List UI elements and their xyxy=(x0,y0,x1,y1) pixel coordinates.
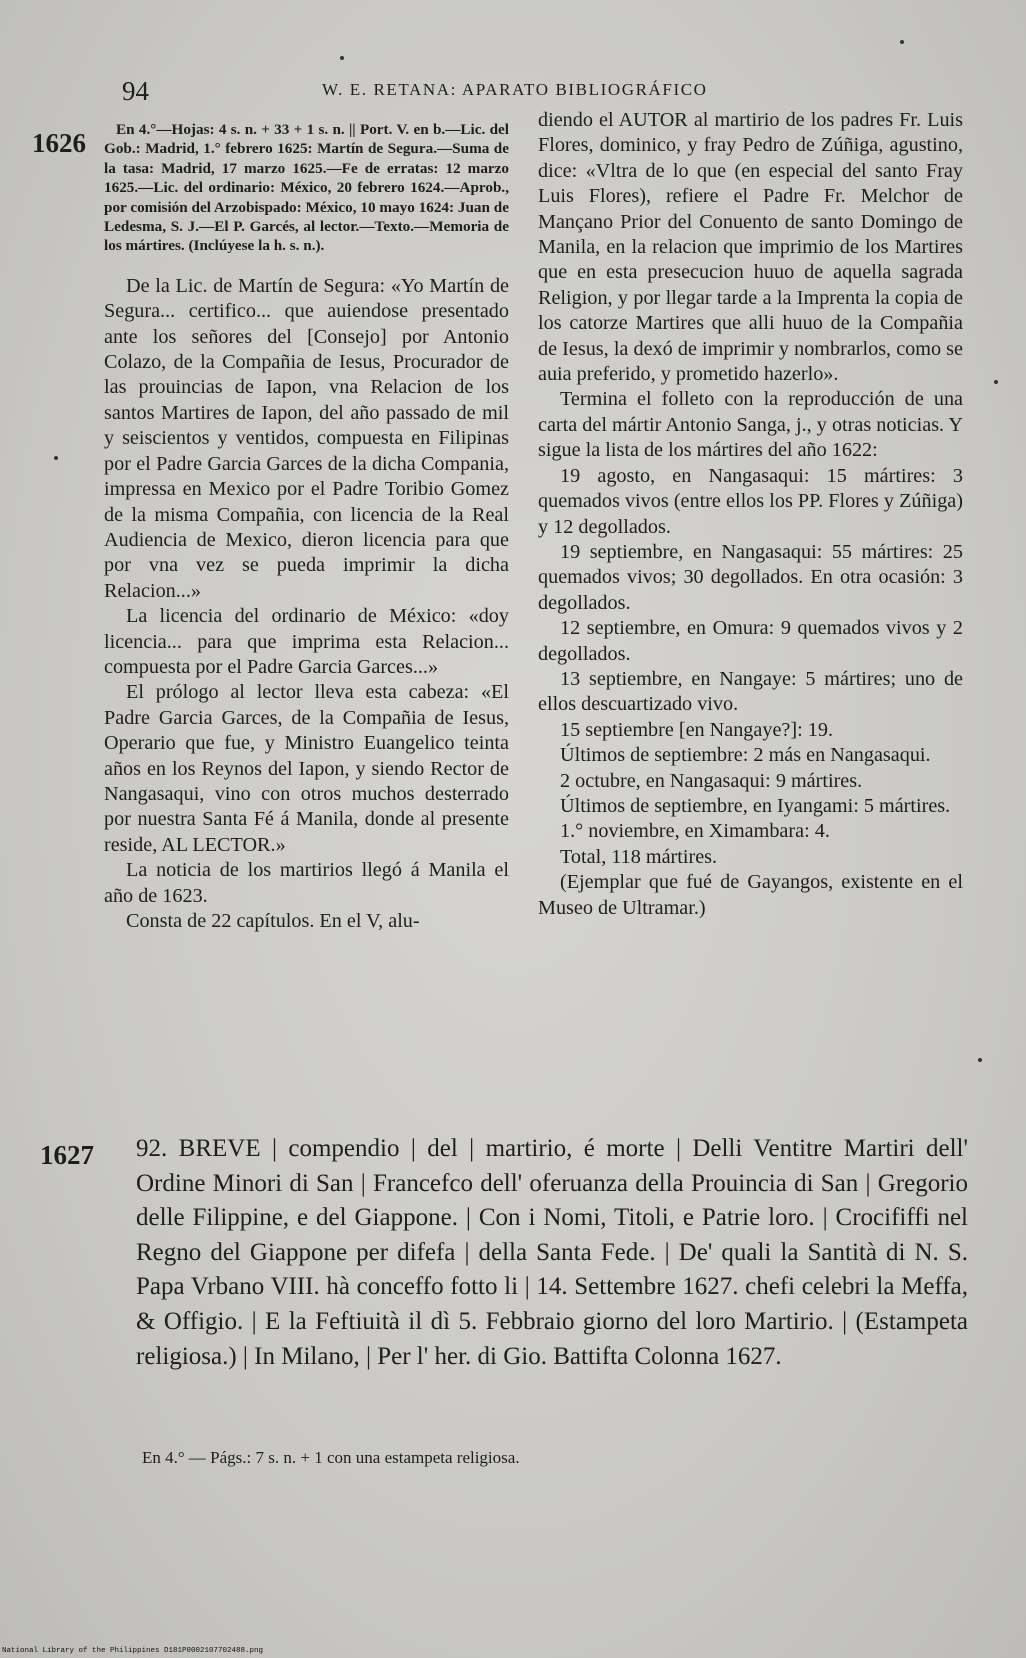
left-column xyxy=(104,120,509,934)
page-header xyxy=(0,70,1026,110)
martyr-list-item: Últimos de septiembre: 2 más en Nangasaqui. xyxy=(560,744,931,767)
print-speck xyxy=(340,56,344,60)
paragraph-prologue: El prólogo al lector lleva esta cabeza: «El Padre Garcia Garces, de la Compañia de Iesus, Operario que fue, y Ministro Euangelico teinta años en los Reynos del Iapon, y siendo Rector de Nangasaqui, vino con otros muchos desterrado por nuestra Santa Fé á Manila, donde al presente reside, AL LECTOR.» xyxy=(104,681,509,856)
running-head: W. E. RETANA: APARATO BIBLIOGRÁFICO xyxy=(322,80,708,99)
paragraph-chapters: Consta de 22 capítulos. En el V, alu- xyxy=(126,910,420,932)
margin-year-1627: 1627 xyxy=(40,1140,94,1170)
entry-collation-note: En 4.° — Págs.: 7 s. n. + 1 con una estampeta religiosa. xyxy=(142,1448,520,1467)
martyr-total: Total, 118 mártires. xyxy=(560,845,718,868)
scan-footer-label: National Library of the Philippines D181P0002107702488.png xyxy=(2,1647,264,1655)
print-speck xyxy=(994,380,998,384)
martyr-list-item: 15 septiembre [en Nangaye?]: 19. xyxy=(560,718,833,741)
print-speck xyxy=(900,40,904,44)
martyr-list-item: Últimos de septiembre, en Iyangami: 5 mártires. xyxy=(560,794,951,817)
print-speck xyxy=(978,1058,982,1062)
martyr-list-item: 13 septiembre, en Nangaye: 5 mártires; uno de ellos descuartizado vivo. xyxy=(538,667,963,716)
bibliographic-entry-92: 92. BREVE | compendio | del | martirio, é morte | Delli Ventitre Martiri dell' Ordine Minori di San | Francefco dell' oferuanza della Prouincia di San | Gregorio delle Filippine, e del Giappone. | Con i Nomi, Titoli, e Patrie loro. | Crocififfi nel Regno del Giappone per difefa | della Santa Fede. | De' quali la Santità di N. S. Papa Vrbano VIII. hà conceffo fotto li | 14. Settembre 1627. chefi celebri la Meffa, & Offigio. | E la Feftiuità il dì 5. Febbraio giorno del loro Martirio. | (Estampeta religiosa.) | In Milano, | Per l' her. di Gio. Battifta Colonna 1627. xyxy=(136,1135,968,1370)
martyr-list-item: 12 septiembre, en Omura: 9 quemados vivos y 2 degollados. xyxy=(538,617,963,665)
collation-note: En 4.°—Hojas: 4 s. n. + 33 + 1 s. n. || Port. V. en b.—Lic. del Gob.: Madrid, 1.° febrero 1625: Martín de Segura.—Suma de la tasa: Madrid, 17 marzo 1625.—Fe de erratas: 12 marzo 1625.—Lic. del ordinario: México, 20 febrero 1624.—Aprob., por comisión del Arzobispado: México, 10 mayo 1624: Juan de Ledesma, S. J.—El P. Garcés, al lector.—Texto.—Memoria de los mártires. (Inclúyese la h. s. n.). xyxy=(104,121,509,255)
paragraph-closing: Termina el folleto con la reproducción de una carta del mártir Antonio Sanga, j., y otras noticias. Y sigue la lista de los mártires del año 1622: xyxy=(538,388,963,462)
page-number: 94 xyxy=(122,76,149,106)
martyr-list-item: 19 agosto, en Nangasaqui: 15 mártires: 3 quemados vivos (entre ellos los PP. Flores y Zúñiga) y 12 degollados. xyxy=(538,464,963,538)
martyr-list-item: 1.° noviembre, en Ximambara: 4. xyxy=(560,820,830,843)
paragraph-license-segura: De la Lic. de Martín de Segura: «Yo Martín de Segura... certifico... que auiendose presentado ante los señores del [Consejo] por Antonio Colazo, de la Compañia de Iesus, Procurador de las prouincias de Iapon, vna Relacion de los santos Martires de Iapon, del año passado de mil y seiscientos y ventidos, compuesta en Filipinas por el Padre Garcia Garces de la dicha Compania, impressa en Mexico por el Padre Toribio Gomez de la misma Compañia, con licencia de la Real Audiencia de Mexico, dieron licencia para que por vna vez se pueda imprimir la dicha Relacion...» xyxy=(104,274,509,602)
paragraph-author-quote: diendo el AUTOR al martirio de los padres Fr. Luis Flores, dominico, y fray Pedro de Zúñiga, agustino, dice: «Vltra de lo que (en especial del santo Fray Luis Flores), refiere el Padre Fr. Melchor de Mançano Prior del Conuento de santo Domingo de Manila, en la relacion que imprimio de los Martires que en esta presecucion huuo de aquella sagrada Religion, y por llegar tarde a la Imprenta la copia de los catorze Martires que alli huuo de la Compañia de Iesus, la dexó de imprimir y nombrarlos, como se auia preferido, y prometido hazerlo». xyxy=(538,109,963,386)
right-column xyxy=(538,108,963,921)
copy-provenance: (Ejemplar que fué de Gayangos, existente en el Museo de Ultramar.) xyxy=(538,871,963,919)
margin-year-1626: 1626 xyxy=(32,128,86,158)
paragraph-license-ordinary: La licencia del ordinario de México: «doy licencia... para que imprima esta Relacion... compuesta por el Padre Garcia Garces...» xyxy=(104,605,509,678)
print-speck xyxy=(54,456,58,460)
martyr-list-item: 19 septiembre, en Nangasaqui: 55 mártires: 25 quemados vivos; 30 degollados. En otra ocasión: 3 degollados. xyxy=(538,540,963,614)
paragraph-news: La noticia de los martirios llegó á Manila el año de 1623. xyxy=(104,859,509,907)
martyr-list-item: 2 octubre, en Nangasaqui: 9 mártires. xyxy=(560,769,863,792)
